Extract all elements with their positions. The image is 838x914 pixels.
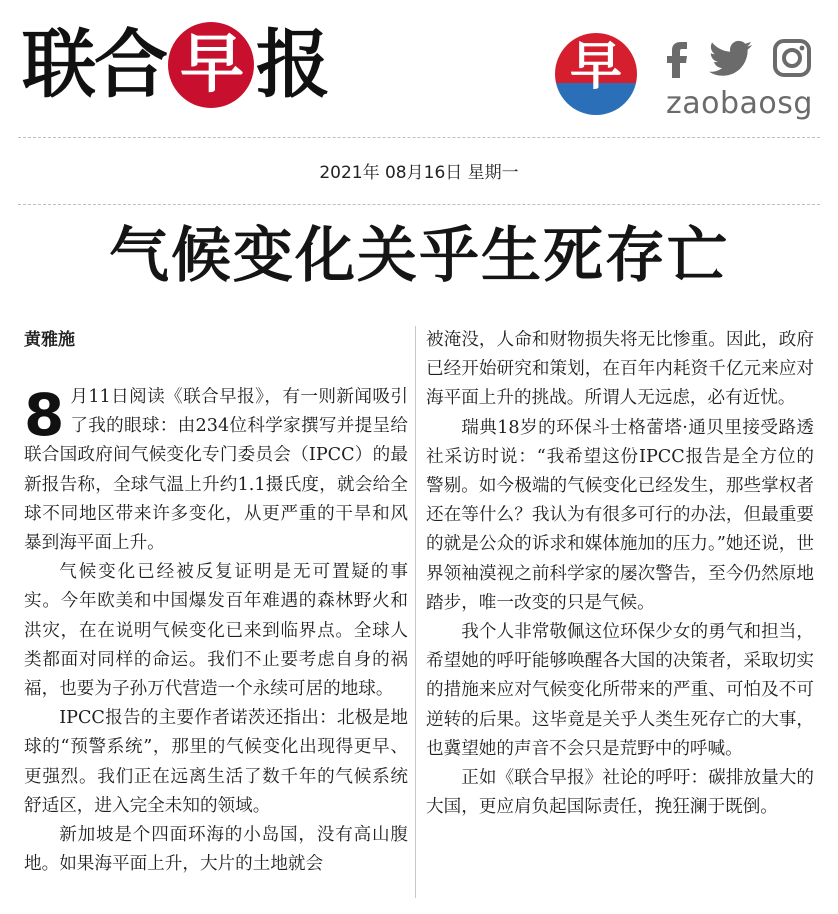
article-paragraph: 8 月11日阅读《联合早报》，有一则新闻吸引了我的眼球：由234位科学家撰写并提呈给联合国政府间气候变化专门委员会（IPCC）的最新报告称，全球气温上升约1.1摄氏度，就会给全球不同地区带来许多变化，从更严重的干旱和风暴到海平面上升。 [24,381,408,554]
brand-name-part1: 联合 [22,22,166,108]
zaobao-app-logo-icon[interactable] [555,33,637,115]
brand-name-part2: 报 [256,22,328,108]
article-paragraph: 气候变化已经被反复证明是无可置疑的事实。今年欧美和中国爆发百年难遇的森林野火和洪灾，在在说明气候变化已来到临界点。全球人类都面对同样的命运。我们不止要考虑自身的祸福，也要为子孙万代营造一个永续可居的地球。 [24,562,408,700]
article-paragraph: 我个人非常敬佩这位环保少女的勇气和担当，希望她的呼吁能够唤醒各大国的决策者，采取切实的措施来应对气候变化所带来的严重、可怕及不可逆转的后果。这毕竟是关乎人类生死存亡的大事，也冀望她的声音不会只是荒野中的呼喊。 [426,622,814,759]
article-paragraph: 正如《联合早报》社论的呼吁：碳排放量大的大国，更应肩负起国际责任，挽狂澜于既倒。 [426,768,814,818]
facebook-icon[interactable] [665,38,689,78]
drop-cap: 8 [24,381,65,449]
article-paragraph-continued: 被淹没，人命和财物损失将无比惨重。因此，政府已经开始研究和策划，在百年内耗资千亿元来应对海平面上升的挑战。所谓人无远虑，必有近忧。 [426,330,814,409]
instagram-icon[interactable] [772,38,812,78]
byline: 黄雅施 [24,330,75,350]
divider-top [18,137,820,138]
newspaper-logo[interactable] [22,22,328,108]
article-paragraph: IPCC报告的主要作者诺茨还指出：北极是地球的“预警系统”，那里的气候变化出现得更早、更强烈。我们正在远离生活了数千年的气候系统舒适区，进入完全未知的领域。 [24,708,408,816]
article-paragraph: 瑞典18岁的环保斗士格蕾塔·通贝里接受路透社采访时说：“我希望这份IPCC报告是全方位的警剔。如今极端的气候变化已经发生，那些掌权者还在等什么？我认为有很多可行的办法，但最重要的就是公众的诉求和媒体施加的压力。”她还说，世界领袖漠视之前科学家的屡次警告，至今仍然原地踏步，唯一改变的只是气候。 [426,417,814,613]
article-headline: 气候变化关乎生死存亡 [109,221,729,291]
column-divider [415,326,416,898]
article-paragraph: 新加坡是个四面环海的小岛国，没有高山腹地。如果海平面上升，大片的土地就会 [24,825,408,875]
article-column-left [24,326,408,879]
masthead [0,0,838,130]
publication-date: 2021年 08月16日 星期一 [319,163,519,183]
article-column-right [426,326,814,822]
social-handle[interactable]: zaobaosg [666,86,813,121]
twitter-icon[interactable] [708,38,754,78]
divider-date [18,204,820,205]
brand-badge: 早 [168,22,254,108]
logo-char: 早 [569,37,622,97]
